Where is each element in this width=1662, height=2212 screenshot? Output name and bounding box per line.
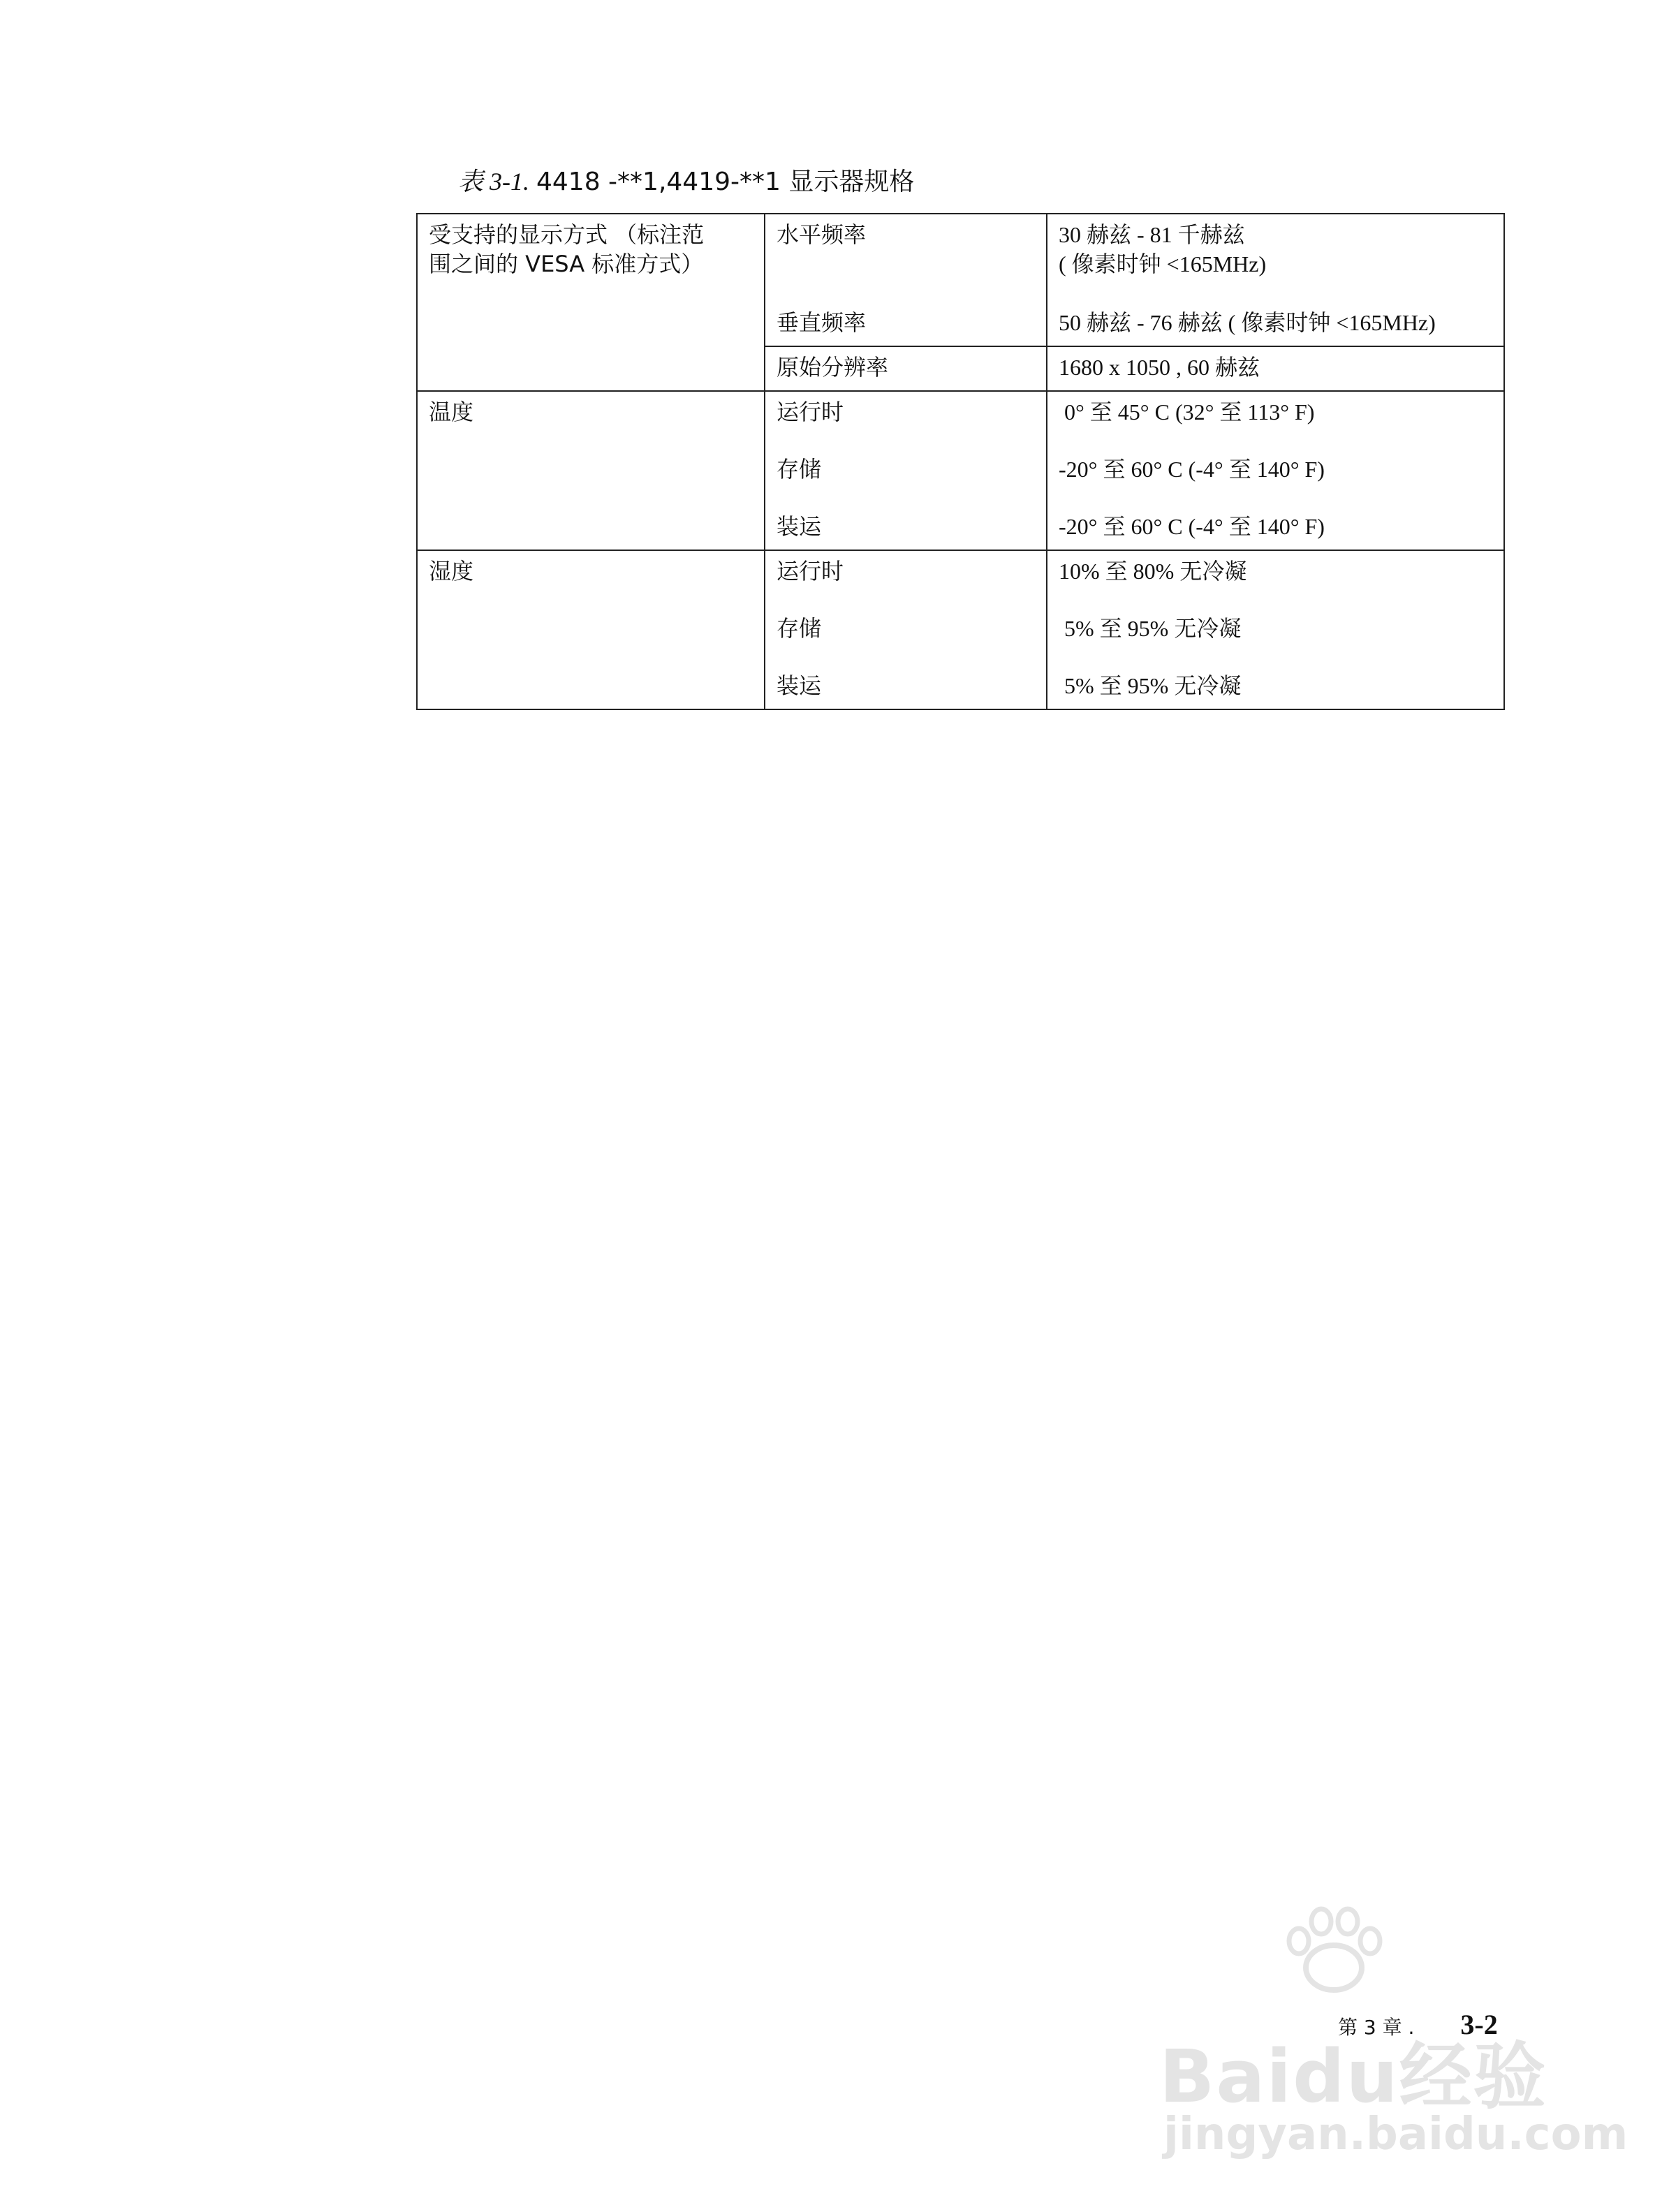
vertical-frequency-value: 50 赫兹 - 76 赫兹 ( 像素时钟 <165MHz) [1059, 310, 1436, 335]
vertical-frequency-label: 垂直频率 [777, 309, 867, 336]
spec-label-cell [765, 346, 1047, 391]
humidity-storage-label: 存储 [777, 615, 822, 642]
table-row [417, 550, 1504, 709]
humidity-storage-value: 5% 至 95% 无冷凝 [1059, 616, 1242, 641]
category-temperature [417, 391, 765, 550]
horizontal-frequency-value-note: ( 像素时钟 <165MHz) [1059, 251, 1267, 276]
category-line: 受支持的显示方式 （标注范 [429, 221, 705, 248]
watermark-url: jingyan.baidu.com [1163, 2109, 1628, 2160]
temperature-operating-label: 运行时 [777, 399, 844, 425]
spec-value-cell [1047, 214, 1504, 346]
temperature-storage-label: 存储 [777, 456, 822, 482]
category-label: 湿度 [429, 558, 474, 584]
temperature-shipping-value: -20° 至 60° C (-4° 至 140° F) [1059, 514, 1325, 539]
caption-text: 4418 -**1,4419-**1 显示器规格 [536, 168, 915, 196]
spec-label-cell [765, 550, 1047, 709]
temperature-shipping-label: 装运 [777, 513, 822, 540]
table-caption [458, 162, 914, 198]
caption-prefix: 表 3-1. [458, 168, 529, 196]
humidity-shipping-label: 装运 [777, 672, 822, 699]
watermark-brand: Baidu经验 [1159, 2034, 1547, 2119]
horizontal-frequency-value: 30 赫兹 - 81 千赫兹 [1059, 222, 1245, 247]
category-display-modes [417, 214, 765, 391]
category-humidity [417, 550, 765, 709]
native-resolution-value: 1680 x 1050 , 60 赫兹 [1059, 355, 1260, 380]
page-footer [1338, 2008, 1498, 2041]
humidity-shipping-value: 5% 至 95% 无冷凝 [1059, 673, 1242, 698]
temperature-storage-value: -20° 至 60° C (-4° 至 140° F) [1059, 457, 1325, 482]
category-line: 围之间的 VESA 标准方式） [429, 251, 704, 277]
table-row [417, 214, 1504, 346]
specs-table [416, 213, 1505, 710]
page-number: 3-2 [1460, 2009, 1498, 2040]
native-resolution-label: 原始分辨率 [777, 354, 889, 381]
spec-value-cell [1047, 550, 1504, 709]
spec-label-cell [765, 391, 1047, 550]
paw-icon [1278, 1906, 1390, 1997]
category-label: 温度 [429, 399, 474, 425]
spec-value-cell [1047, 346, 1504, 391]
temperature-operating-value: 0° 至 45° C (32° 至 113° F) [1059, 399, 1315, 425]
table-row [417, 391, 1504, 550]
spec-value-cell [1047, 391, 1504, 550]
baidu-watermark [1159, 1934, 1628, 2192]
chapter-label: 第 3 章 . [1338, 2016, 1415, 2039]
humidity-operating-label: 运行时 [777, 558, 844, 584]
humidity-operating-value: 10% 至 80% 无冷凝 [1059, 559, 1247, 584]
spec-label-cell [765, 214, 1047, 346]
horizontal-frequency-label: 水平频率 [777, 221, 867, 248]
